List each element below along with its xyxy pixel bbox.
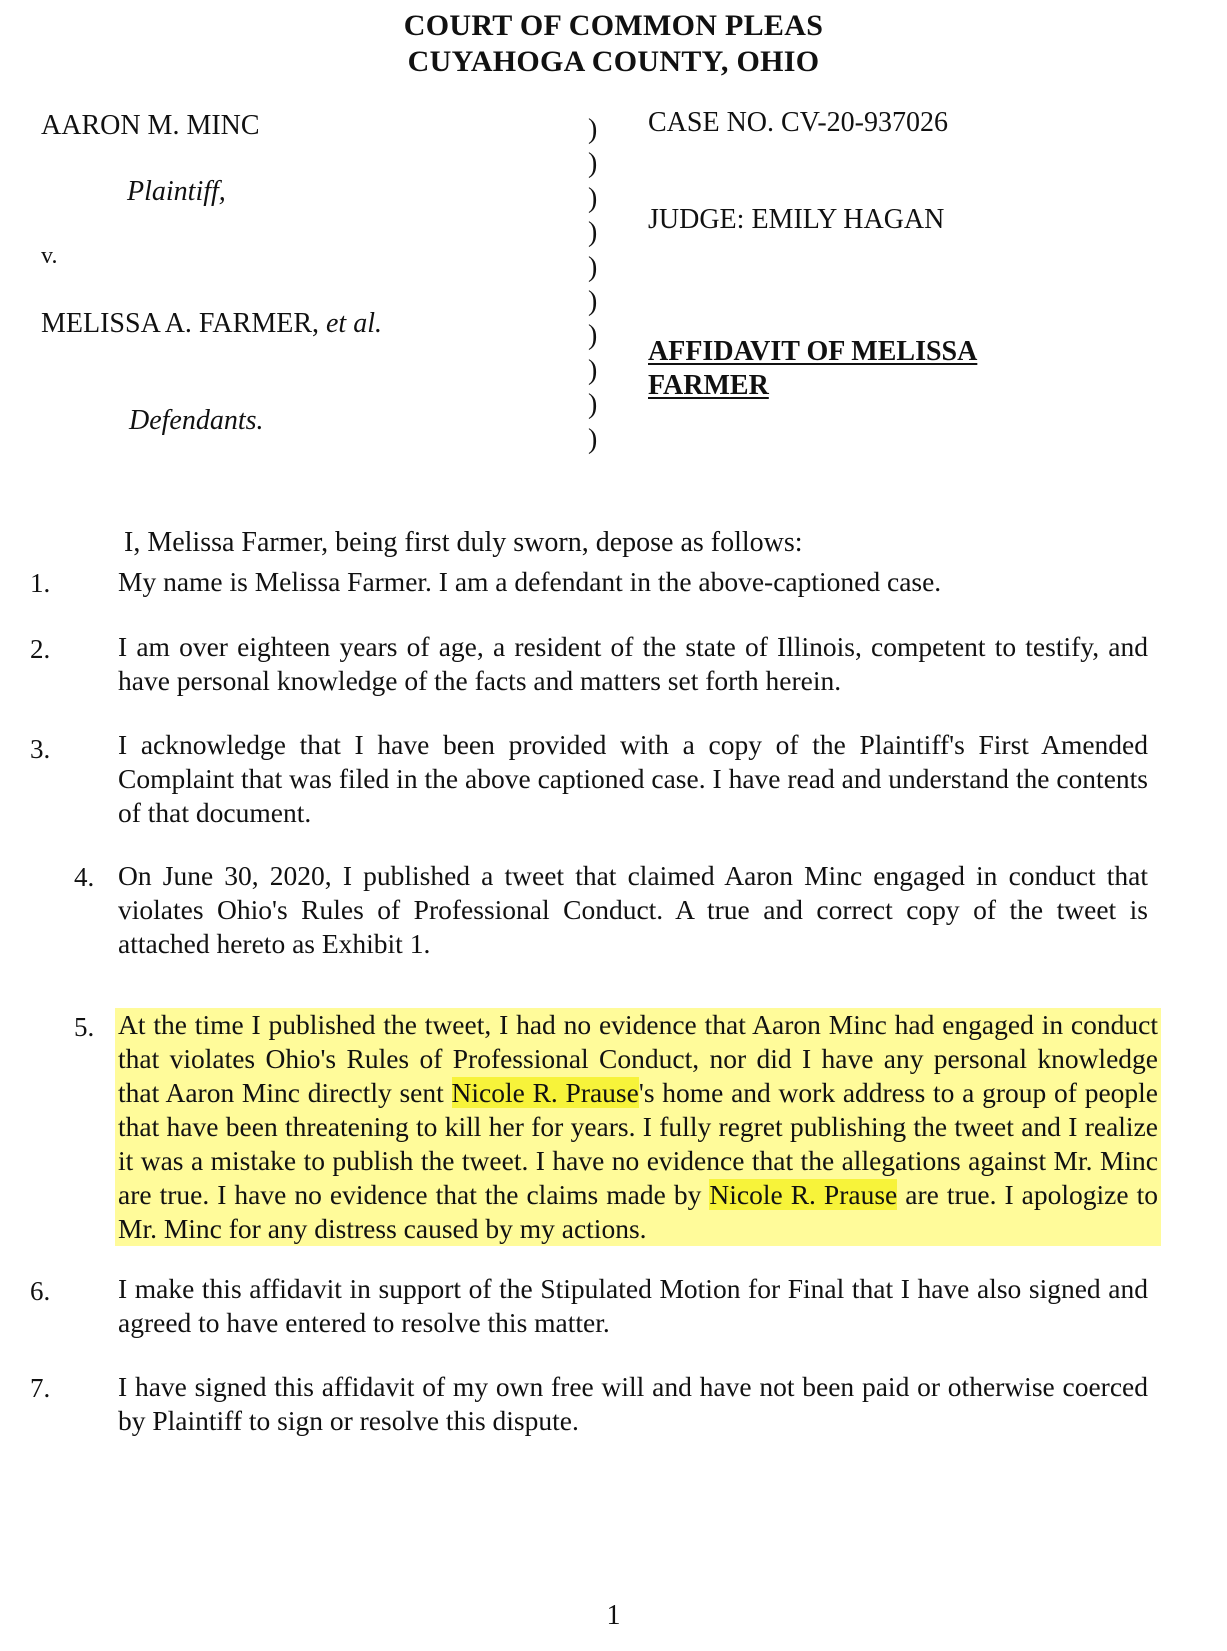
- plaintiff-name: AARON M. MINC: [41, 110, 260, 141]
- paragraph-text: I acknowledge that I have been provided with a copy of the Plaintiff's First Amended Complaint that was filed in the above captioned case. I have read and understand the contents of that document.: [118, 729, 1148, 828]
- case-number: CASE NO. CV-20-937026: [648, 107, 948, 138]
- paren: ): [588, 114, 598, 145]
- paragraph-number: 6.: [30, 1276, 51, 1306]
- page-number: 1: [606, 1600, 621, 1631]
- paragraph-text: On June 30, 2020, I published a tweet that claimed Aaron Minc engaged in conduct that violates Ohio's Rules of Professional Conduct. A true and correct copy of the tweet is attached hereto as Exhibit 1.: [118, 860, 1148, 959]
- paragraph-number: 5.: [74, 1012, 95, 1042]
- paren: ): [588, 182, 598, 214]
- defendant-name: MELISSA A. FARMER,: [41, 308, 319, 339]
- defendant-caption: [41, 308, 382, 340]
- versus: v.: [41, 243, 58, 269]
- paragraph-number: 1.: [30, 568, 51, 598]
- paragraph-number: 4.: [74, 862, 95, 892]
- document-title: [648, 335, 977, 403]
- paragraph-number: 3.: [30, 734, 51, 764]
- paren: ): [588, 251, 598, 283]
- court-county: CUYAHOGA COUNTY, OHIO: [407, 45, 820, 78]
- paren: ): [588, 423, 598, 455]
- paragraph-text: My name is Melissa Farmer. I am a defendant in the above-captioned case.: [118, 566, 942, 597]
- intro-statement: I, Melissa Farmer, being first duly sworn, depose as follows:: [124, 527, 803, 558]
- paragraph-text: I make this affidavit in support of the Stipulated Motion for Final that I have also signed and agreed to have entered to resolve this matter.: [118, 1273, 1148, 1338]
- paren: ): [588, 217, 598, 249]
- paragraph-text: 's home and work address to a group of people that have been threatening to kill her for years. I fully regret publishing the tweet and I realize it was a mistake to publish the tweet. I have no evidence that the allegations against Mr. Minc are true. I have no evidence that the claims made by: [118, 1077, 1158, 1210]
- defendant-etal: et al.: [326, 308, 382, 339]
- document-title-line2: FARMER: [648, 370, 769, 401]
- document-title-line1: AFFIDAVIT OF MELISSA: [648, 336, 978, 367]
- paren: ): [588, 389, 598, 421]
- paragraph-text: are true. I apologize to Mr. Minc for any distress caused by my actions.: [118, 1179, 1158, 1244]
- paragraph-text: I am over eighteen years of age, a resident of the state of Illinois, competent to testify, and have personal knowledge of the facts and matters set forth herein.: [118, 631, 1148, 696]
- court-name: COURT OF COMMON PLEAS: [403, 9, 824, 42]
- defendant-role: Defendants.: [129, 405, 264, 436]
- paren: ): [588, 148, 598, 180]
- highlighted-paragraph: [115, 1008, 1161, 1246]
- caption-parentheses: [588, 113, 597, 457]
- paren: ): [588, 320, 598, 352]
- paren: ): [588, 285, 598, 317]
- plaintiff-role: Plaintiff,: [127, 176, 226, 207]
- highlighted-name: Nicole R. Prause: [451, 1077, 639, 1108]
- paragraph-text: I have signed this affidavit of my own free will and have not been paid or otherwise coerced by Plaintiff to sign or resolve this dispute.: [118, 1371, 1148, 1436]
- paragraph-number: 2.: [30, 634, 51, 664]
- paragraph-text: At the time I published the tweet, I had no evidence that Aaron Minc had engaged in conduct that violates Ohio's Rules of Professional Conduct, nor did I have any personal knowledge that Aaron Minc directly sent: [118, 1009, 1158, 1108]
- paren: ): [588, 354, 598, 386]
- highlighted-name: Nicole R. Prause: [709, 1179, 898, 1210]
- paragraph-number: 7.: [30, 1373, 51, 1403]
- judge-name: JUDGE: EMILY HAGAN: [648, 204, 945, 235]
- court-header: [0, 8, 1227, 80]
